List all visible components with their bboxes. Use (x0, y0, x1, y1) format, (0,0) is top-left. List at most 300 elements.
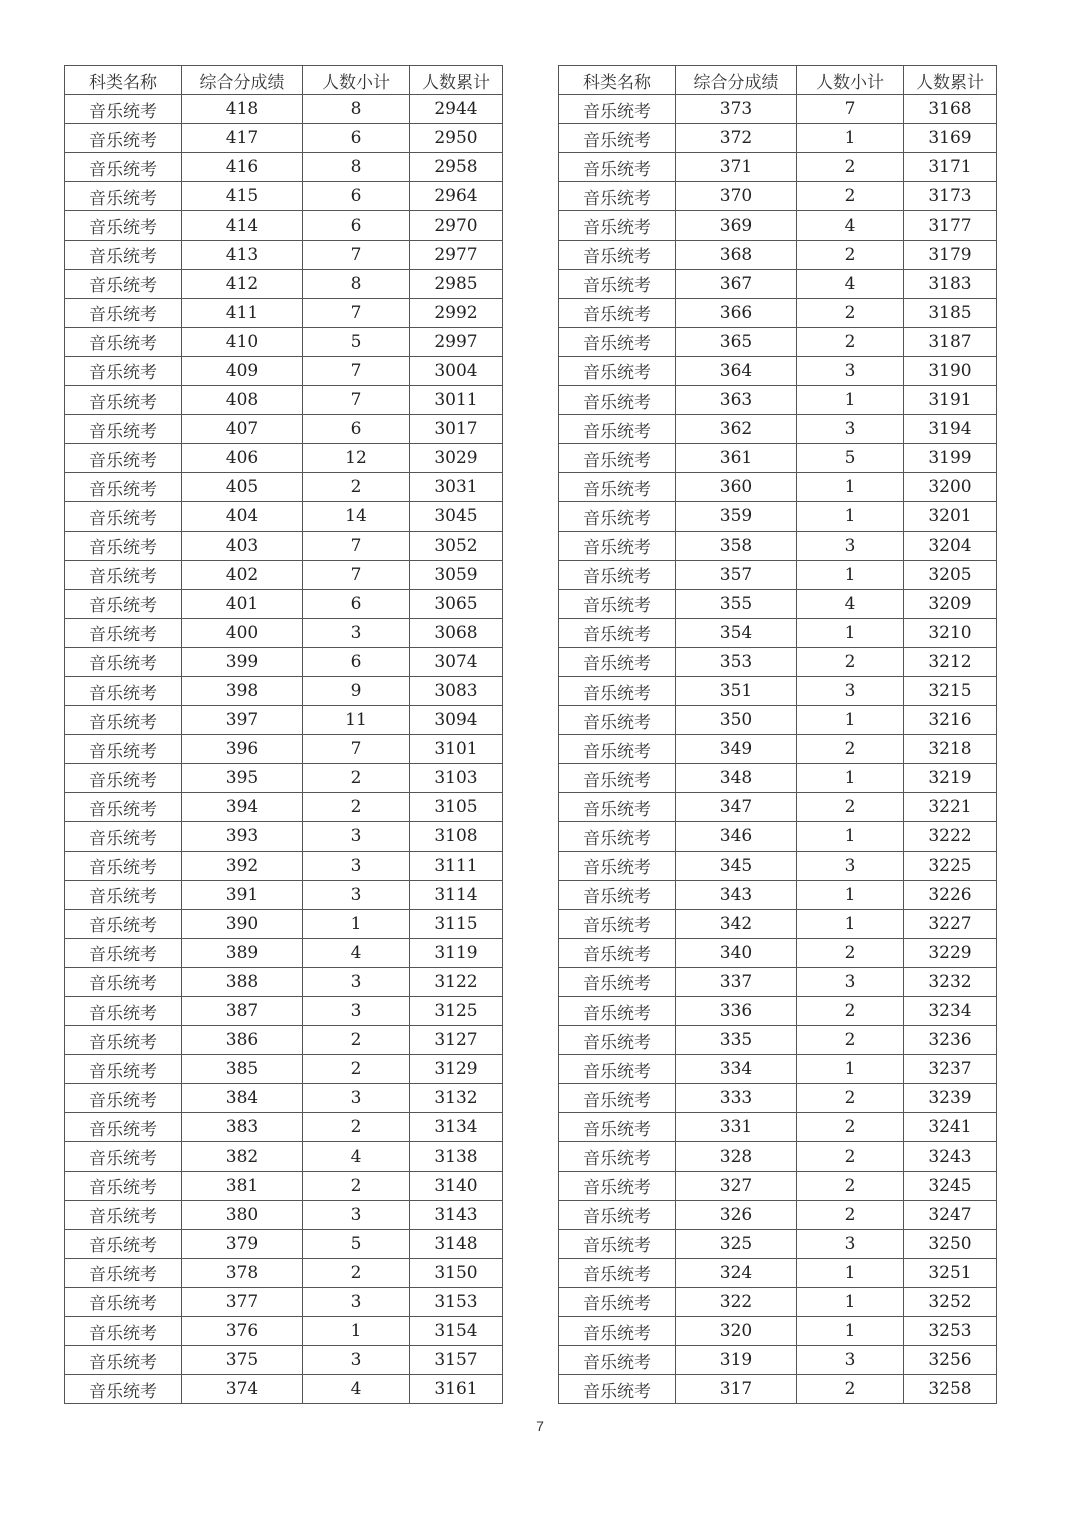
cell-cumulative: 3059 (410, 560, 503, 589)
cell-score: 402 (182, 560, 303, 589)
table-row (559, 676, 997, 705)
cell-count: 1 (797, 1055, 904, 1084)
cell-cumulative: 3108 (410, 822, 503, 851)
cell-count: 3 (303, 1084, 410, 1113)
cell-score: 360 (676, 473, 797, 502)
cell-count: 3 (797, 415, 904, 444)
cell-score: 331 (676, 1113, 797, 1142)
table-row (65, 269, 503, 298)
table-row (559, 153, 997, 182)
cell-count: 2 (797, 1171, 904, 1200)
cell-cumulative: 3251 (904, 1258, 997, 1287)
table-row (65, 822, 503, 851)
cell-score: 319 (676, 1346, 797, 1375)
cell-score: 372 (676, 124, 797, 153)
cell-category: 音乐统考 (559, 618, 676, 647)
cell-category: 音乐统考 (559, 240, 676, 269)
table-row (65, 967, 503, 996)
cell-score: 337 (676, 967, 797, 996)
cell-category: 音乐统考 (559, 211, 676, 240)
table-row (559, 1258, 997, 1287)
cell-count: 1 (797, 473, 904, 502)
cell-cumulative: 3232 (904, 967, 997, 996)
cell-category: 音乐统考 (65, 1287, 182, 1316)
cell-count: 2 (797, 938, 904, 967)
cell-score: 366 (676, 298, 797, 327)
cell-score: 346 (676, 822, 797, 851)
cell-count: 1 (797, 909, 904, 938)
cell-category: 音乐统考 (65, 386, 182, 415)
cell-count: 1 (797, 560, 904, 589)
cell-count: 4 (303, 938, 410, 967)
table-row (559, 589, 997, 618)
cell-category: 音乐统考 (559, 356, 676, 385)
cell-cumulative: 2958 (410, 153, 503, 182)
table-row (65, 386, 503, 415)
table-row (559, 211, 997, 240)
cell-cumulative: 3243 (904, 1142, 997, 1171)
cell-count: 1 (797, 764, 904, 793)
cell-count: 2 (797, 735, 904, 764)
table-row (65, 1142, 503, 1171)
header-count: 人数小计 (797, 66, 904, 95)
cell-cumulative: 2977 (410, 240, 503, 269)
cell-count: 8 (303, 95, 410, 124)
table-row (65, 502, 503, 531)
cell-score: 380 (182, 1200, 303, 1229)
cell-score: 394 (182, 793, 303, 822)
cell-category: 音乐统考 (65, 851, 182, 880)
cell-cumulative: 3190 (904, 356, 997, 385)
cell-cumulative: 3171 (904, 153, 997, 182)
cell-score: 411 (182, 298, 303, 327)
cell-score: 361 (676, 444, 797, 473)
cell-score: 389 (182, 938, 303, 967)
cell-count: 2 (303, 1055, 410, 1084)
cell-category: 音乐统考 (65, 415, 182, 444)
cell-category: 音乐统考 (559, 1113, 676, 1142)
cell-count: 3 (797, 1229, 904, 1258)
cell-cumulative: 3177 (904, 211, 997, 240)
table-row (559, 1317, 997, 1346)
cell-count: 2 (797, 793, 904, 822)
cell-category: 音乐统考 (559, 997, 676, 1026)
cell-category: 音乐统考 (65, 706, 182, 735)
cell-cumulative: 3094 (410, 706, 503, 735)
cell-category: 音乐统考 (65, 1026, 182, 1055)
cell-cumulative: 3111 (410, 851, 503, 880)
cell-cumulative: 3029 (410, 444, 503, 473)
cell-count: 3 (303, 1287, 410, 1316)
cell-category: 音乐统考 (559, 589, 676, 618)
table-row (65, 676, 503, 705)
cell-cumulative: 3187 (904, 327, 997, 356)
cell-score: 376 (182, 1317, 303, 1346)
cell-score: 391 (182, 880, 303, 909)
cell-score: 397 (182, 706, 303, 735)
cell-category: 音乐统考 (559, 124, 676, 153)
table-row (65, 1229, 503, 1258)
table-row (559, 531, 997, 560)
cell-score: 401 (182, 589, 303, 618)
cell-score: 373 (676, 95, 797, 124)
cell-cumulative: 2985 (410, 269, 503, 298)
cell-cumulative: 3245 (904, 1171, 997, 1200)
cell-cumulative: 3154 (410, 1317, 503, 1346)
table-row (559, 1229, 997, 1258)
cell-count: 7 (303, 531, 410, 560)
cell-category: 音乐统考 (559, 182, 676, 211)
cell-cumulative: 3011 (410, 386, 503, 415)
cell-category: 音乐统考 (65, 1375, 182, 1404)
cell-count: 2 (797, 1200, 904, 1229)
cell-cumulative: 3105 (410, 793, 503, 822)
cell-cumulative: 3209 (904, 589, 997, 618)
table-row (65, 95, 503, 124)
cell-count: 1 (303, 1317, 410, 1346)
cell-count: 3 (303, 822, 410, 851)
cell-count: 1 (797, 386, 904, 415)
cell-count: 4 (797, 269, 904, 298)
table-row (559, 967, 997, 996)
cell-category: 音乐统考 (559, 1026, 676, 1055)
cell-category: 音乐统考 (65, 880, 182, 909)
cell-count: 2 (303, 793, 410, 822)
cell-score: 395 (182, 764, 303, 793)
cell-cumulative: 3237 (904, 1055, 997, 1084)
cell-cumulative: 3138 (410, 1142, 503, 1171)
cell-score: 371 (676, 153, 797, 182)
cell-category: 音乐统考 (65, 735, 182, 764)
cell-score: 375 (182, 1346, 303, 1375)
cell-count: 3 (303, 1200, 410, 1229)
page-number: 7 (536, 1418, 544, 1434)
cell-category: 音乐统考 (559, 967, 676, 996)
cell-count: 11 (303, 706, 410, 735)
cell-cumulative: 3218 (904, 735, 997, 764)
cell-count: 2 (797, 298, 904, 327)
cell-cumulative: 3161 (410, 1375, 503, 1404)
cell-score: 340 (676, 938, 797, 967)
table-row (65, 1200, 503, 1229)
table-row (559, 764, 997, 793)
cell-score: 364 (676, 356, 797, 385)
cell-count: 2 (303, 1258, 410, 1287)
cell-count: 3 (797, 1346, 904, 1375)
cell-cumulative: 3250 (904, 1229, 997, 1258)
table-row (559, 473, 997, 502)
table-row (559, 95, 997, 124)
cell-score: 327 (676, 1171, 797, 1200)
cell-category: 音乐统考 (559, 1055, 676, 1084)
cell-cumulative: 3219 (904, 764, 997, 793)
table-row (65, 298, 503, 327)
cell-category: 音乐统考 (65, 1113, 182, 1142)
cell-count: 2 (303, 473, 410, 502)
cell-score: 400 (182, 618, 303, 647)
cell-cumulative: 2944 (410, 95, 503, 124)
table-row (65, 851, 503, 880)
cell-category: 音乐统考 (559, 793, 676, 822)
cell-category: 音乐统考 (65, 1258, 182, 1287)
cell-score: 406 (182, 444, 303, 473)
cell-category: 音乐统考 (559, 327, 676, 356)
cell-category: 音乐统考 (65, 240, 182, 269)
cell-cumulative: 3234 (904, 997, 997, 1026)
cell-cumulative: 2997 (410, 327, 503, 356)
cell-count: 4 (797, 589, 904, 618)
cell-cumulative: 3201 (904, 502, 997, 531)
cell-score: 349 (676, 735, 797, 764)
table-row (65, 124, 503, 153)
table-row (559, 793, 997, 822)
cell-score: 393 (182, 822, 303, 851)
cell-count: 2 (797, 327, 904, 356)
cell-count: 3 (797, 676, 904, 705)
cell-score: 374 (182, 1375, 303, 1404)
cell-score: 387 (182, 997, 303, 1026)
cell-score: 355 (676, 589, 797, 618)
table-row (559, 240, 997, 269)
cell-count: 2 (797, 647, 904, 676)
cell-cumulative: 3204 (904, 531, 997, 560)
cell-count: 6 (303, 211, 410, 240)
cell-cumulative: 3229 (904, 938, 997, 967)
cell-cumulative: 3212 (904, 647, 997, 676)
cell-category: 音乐统考 (559, 938, 676, 967)
cell-count: 6 (303, 415, 410, 444)
cell-score: 333 (676, 1084, 797, 1113)
cell-cumulative: 3017 (410, 415, 503, 444)
cell-score: 343 (676, 880, 797, 909)
cell-cumulative: 3205 (904, 560, 997, 589)
cell-count: 3 (303, 1346, 410, 1375)
table-row (559, 182, 997, 211)
cell-score: 350 (676, 706, 797, 735)
cell-category: 音乐统考 (65, 647, 182, 676)
cell-cumulative: 3185 (904, 298, 997, 327)
cell-category: 音乐统考 (65, 589, 182, 618)
table-row (559, 444, 997, 473)
cell-score: 378 (182, 1258, 303, 1287)
cell-cumulative: 3125 (410, 997, 503, 1026)
cell-score: 377 (182, 1287, 303, 1316)
cell-category: 音乐统考 (559, 764, 676, 793)
cell-cumulative: 3241 (904, 1113, 997, 1142)
table-row (559, 269, 997, 298)
table-row (559, 1084, 997, 1113)
table-row (65, 1287, 503, 1316)
cell-cumulative: 3194 (904, 415, 997, 444)
cell-cumulative: 3127 (410, 1026, 503, 1055)
cell-cumulative: 3252 (904, 1287, 997, 1316)
cell-category: 音乐统考 (559, 735, 676, 764)
cell-count: 2 (797, 1113, 904, 1142)
cell-cumulative: 2970 (410, 211, 503, 240)
cell-score: 414 (182, 211, 303, 240)
cell-count: 1 (797, 706, 904, 735)
cell-cumulative: 3215 (904, 676, 997, 705)
table-row (559, 1171, 997, 1200)
cell-cumulative: 3168 (904, 95, 997, 124)
cell-cumulative: 3247 (904, 1200, 997, 1229)
table-row (65, 1026, 503, 1055)
cell-category: 音乐统考 (65, 153, 182, 182)
table-row (65, 356, 503, 385)
table-row (559, 415, 997, 444)
cell-category: 音乐统考 (559, 531, 676, 560)
cell-cumulative: 3173 (904, 182, 997, 211)
cell-score: 403 (182, 531, 303, 560)
cell-category: 音乐统考 (65, 997, 182, 1026)
cell-category: 音乐统考 (559, 1171, 676, 1200)
cell-cumulative: 2950 (410, 124, 503, 153)
cell-count: 3 (303, 618, 410, 647)
cell-count: 7 (303, 240, 410, 269)
cell-category: 音乐统考 (65, 444, 182, 473)
cell-category: 音乐统考 (559, 822, 676, 851)
table-row (65, 1317, 503, 1346)
table-row (65, 473, 503, 502)
cell-count: 3 (797, 851, 904, 880)
cell-count: 3 (797, 531, 904, 560)
cell-cumulative: 2992 (410, 298, 503, 327)
cell-count: 4 (303, 1142, 410, 1171)
table-row (559, 1375, 997, 1404)
cell-category: 音乐统考 (65, 1229, 182, 1258)
cell-score: 362 (676, 415, 797, 444)
table-row (65, 909, 503, 938)
header-score: 综合分成绩 (182, 66, 303, 95)
cell-count: 1 (797, 1317, 904, 1346)
cell-score: 379 (182, 1229, 303, 1258)
table-row (559, 822, 997, 851)
table-row (559, 880, 997, 909)
cell-count: 1 (797, 618, 904, 647)
table-row (65, 240, 503, 269)
table-row (65, 444, 503, 473)
cell-score: 416 (182, 153, 303, 182)
cell-score: 415 (182, 182, 303, 211)
cell-category: 音乐统考 (559, 1258, 676, 1287)
table-row (65, 1346, 503, 1375)
cell-score: 336 (676, 997, 797, 1026)
cell-count: 6 (303, 124, 410, 153)
table-header-row (559, 66, 997, 95)
cell-score: 353 (676, 647, 797, 676)
cell-category: 音乐统考 (65, 909, 182, 938)
table-row (559, 356, 997, 385)
cell-cumulative: 3239 (904, 1084, 997, 1113)
cell-count: 2 (303, 1113, 410, 1142)
cell-count: 2 (797, 997, 904, 1026)
cell-category: 音乐统考 (65, 531, 182, 560)
cell-category: 音乐统考 (65, 822, 182, 851)
cell-category: 音乐统考 (65, 1055, 182, 1084)
cell-cumulative: 3119 (410, 938, 503, 967)
cell-cumulative: 3222 (904, 822, 997, 851)
header-cumulative: 人数累计 (410, 66, 503, 95)
cell-cumulative: 3191 (904, 386, 997, 415)
cell-category: 音乐统考 (65, 124, 182, 153)
table-row (65, 327, 503, 356)
cell-category: 音乐统考 (65, 1200, 182, 1229)
cell-score: 370 (676, 182, 797, 211)
cell-category: 音乐统考 (65, 1142, 182, 1171)
cell-count: 2 (303, 764, 410, 793)
cell-category: 音乐统考 (65, 764, 182, 793)
cell-category: 音乐统考 (65, 298, 182, 327)
cell-cumulative: 3225 (904, 851, 997, 880)
cell-category: 音乐统考 (65, 1346, 182, 1375)
cell-category: 音乐统考 (65, 938, 182, 967)
cell-score: 365 (676, 327, 797, 356)
table-row (559, 1142, 997, 1171)
cell-score: 396 (182, 735, 303, 764)
cell-category: 音乐统考 (65, 356, 182, 385)
cell-score: 417 (182, 124, 303, 153)
table-row (65, 997, 503, 1026)
cell-score: 348 (676, 764, 797, 793)
cell-category: 音乐统考 (559, 386, 676, 415)
cell-category: 音乐统考 (65, 327, 182, 356)
cell-score: 384 (182, 1084, 303, 1113)
cell-count: 7 (303, 298, 410, 327)
cell-cumulative: 3183 (904, 269, 997, 298)
cell-category: 音乐统考 (559, 1229, 676, 1258)
table-row (559, 1287, 997, 1316)
cell-category: 音乐统考 (559, 298, 676, 327)
cell-cumulative: 3004 (410, 356, 503, 385)
cell-cumulative: 3216 (904, 706, 997, 735)
table-row (559, 386, 997, 415)
cell-score: 357 (676, 560, 797, 589)
cell-cumulative: 3200 (904, 473, 997, 502)
cell-category: 音乐统考 (65, 502, 182, 531)
table-header-row (65, 66, 503, 95)
cell-cumulative: 3150 (410, 1258, 503, 1287)
cell-score: 408 (182, 386, 303, 415)
cell-category: 音乐统考 (65, 1084, 182, 1113)
cell-score: 398 (182, 676, 303, 705)
table-row (65, 735, 503, 764)
table-row (65, 793, 503, 822)
cell-cumulative: 3258 (904, 1375, 997, 1404)
cell-score: 358 (676, 531, 797, 560)
cell-count: 2 (303, 1026, 410, 1055)
cell-score: 320 (676, 1317, 797, 1346)
cell-score: 412 (182, 269, 303, 298)
cell-count: 3 (303, 967, 410, 996)
cell-category: 音乐统考 (559, 269, 676, 298)
cell-cumulative: 3148 (410, 1229, 503, 1258)
cell-category: 音乐统考 (559, 647, 676, 676)
cell-count: 2 (303, 1171, 410, 1200)
table-row (559, 1055, 997, 1084)
cell-category: 音乐统考 (559, 676, 676, 705)
cell-score: 326 (676, 1200, 797, 1229)
table-row (65, 1171, 503, 1200)
score-table-right (558, 65, 997, 1404)
cell-category: 音乐统考 (65, 473, 182, 502)
cell-count: 7 (303, 356, 410, 385)
cell-score: 399 (182, 647, 303, 676)
table-row (559, 502, 997, 531)
table-row (65, 211, 503, 240)
cell-count: 5 (303, 1229, 410, 1258)
table-row (65, 1113, 503, 1142)
cell-score: 368 (676, 240, 797, 269)
